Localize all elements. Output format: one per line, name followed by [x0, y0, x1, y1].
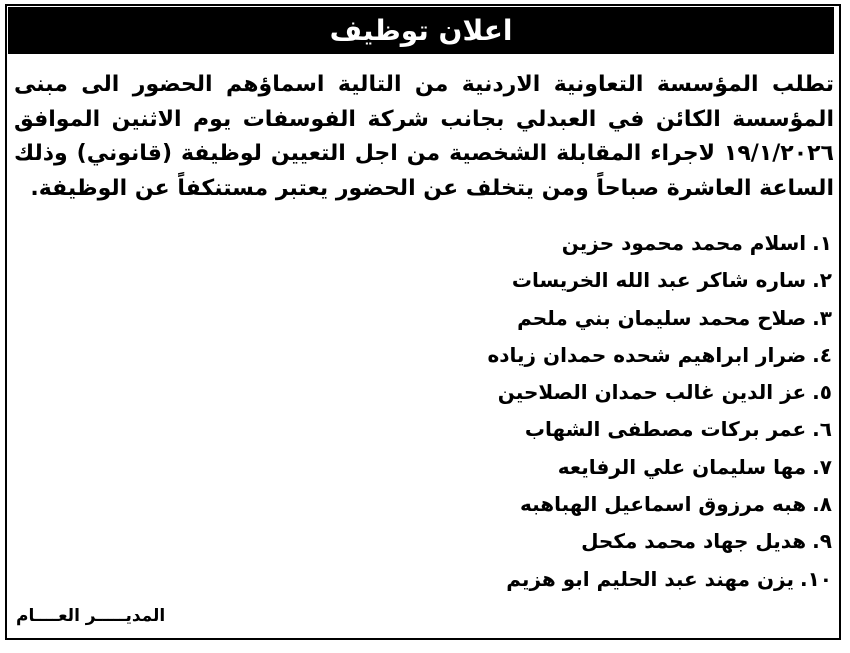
list-item [232, 374, 832, 411]
candidate-name: عمر بركات مصطفى الشهاب [524, 417, 807, 442]
candidate-name: هديل جهاد محمد مكحل [581, 529, 807, 554]
item-number: ١. [812, 231, 832, 255]
candidate-name: هبه مرزوق اسماعيل الهباهبه [519, 492, 807, 517]
item-number: ٧. [812, 454, 832, 479]
list-item [232, 262, 832, 299]
list-item [232, 300, 832, 337]
list-item [232, 411, 832, 448]
list-item [232, 449, 832, 486]
candidate-name: صلاح محمد سليمان بني ملحم [517, 305, 807, 330]
list-item [232, 523, 832, 560]
item-number: ٦. [812, 417, 832, 442]
item-number: ٨. [812, 492, 832, 517]
item-number: ٢. [812, 268, 832, 293]
ad-paragraph: تطلب المؤسسة التعاونية الاردنية من التالية اسماؤهم الحضور الى مبنى المؤسسة الكائن في العبدلي بجانب شركة الفوسفات يوم الاثنين الموافق ١٩/١/٢٠٢٦ لاجراء المقابلة الشخصية من اجل التعيين لوظيفة (قانوني) وذلك الساعة العاشرة صباحاً ومن يتخلف عن الحضور يعتبر مستنكفاً عن الوظيفة. [14, 72, 834, 201]
candidate-name: ضرار ابراهيم شحده حمدان زياده [487, 342, 807, 367]
candidate-name: ساره شاكر عبد الله الخريسات [511, 268, 807, 293]
candidate-list [232, 225, 832, 598]
signature-general-manager: المديـــــر العــــام [16, 606, 166, 626]
candidate-name: اسلام محمد محمود حزين [561, 231, 807, 255]
item-number: ٣. [812, 305, 832, 330]
ad-title: اعلان توظيف [8, 7, 834, 54]
item-number: ٤. [812, 342, 832, 367]
item-number: ٥. [812, 380, 832, 405]
candidate-name: عز الدين غالب حمدان الصلاحين [497, 380, 807, 405]
candidate-name: مها سليمان علي الرفايعه [557, 454, 807, 479]
list-item [232, 486, 832, 523]
list-item [232, 225, 832, 262]
candidate-name: يزن مهند عبد الحليم ابو هزيم [506, 566, 794, 591]
item-number: ١٠. [799, 566, 832, 591]
list-item [232, 337, 832, 374]
list-item [232, 561, 832, 598]
item-number: ٩. [812, 529, 832, 554]
